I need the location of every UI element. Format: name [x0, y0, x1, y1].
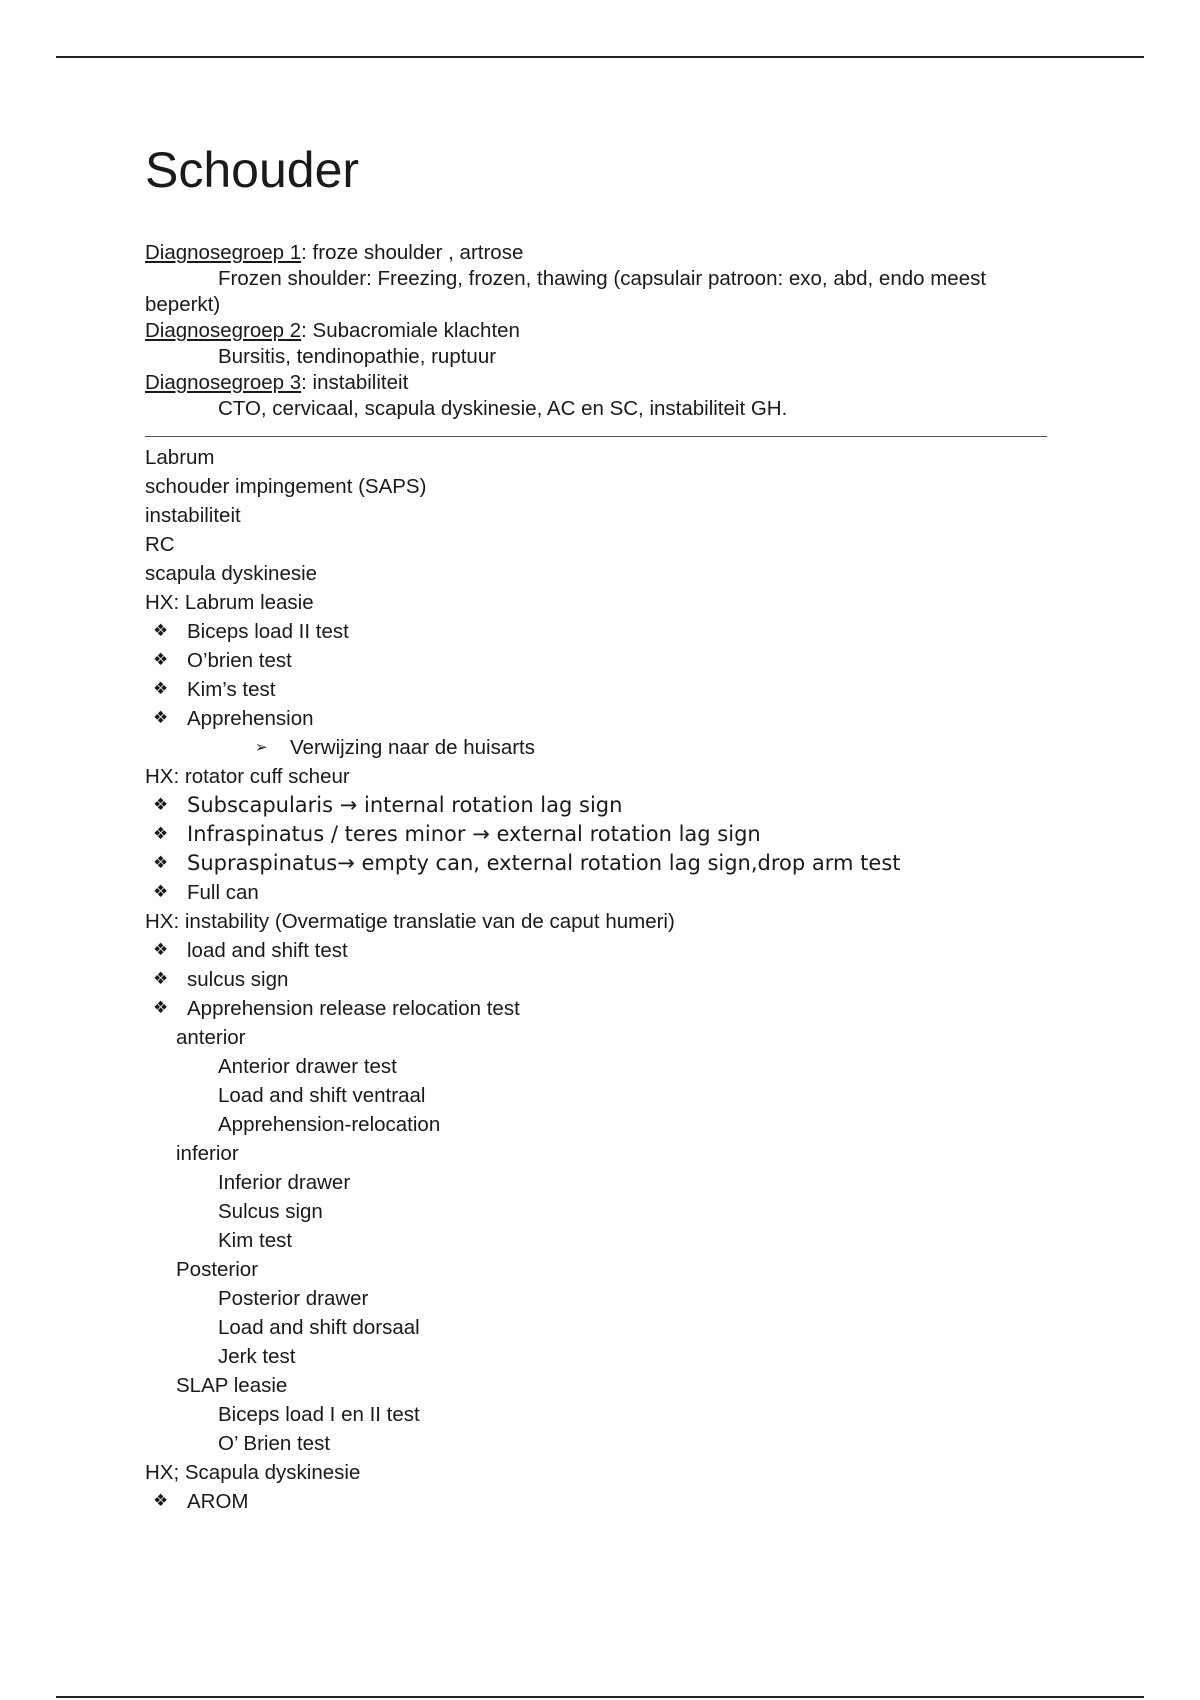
- list-item: ❖ load and shift test: [145, 936, 1055, 965]
- bullet-icon: ❖: [153, 969, 169, 989]
- list-item: Posterior drawer: [218, 1287, 369, 1310]
- topic-item: scapula dyskinesie: [145, 562, 318, 585]
- scapula-heading: HX; Scapula dyskinesie: [145, 1461, 361, 1484]
- bullet-icon: ❖: [153, 853, 169, 873]
- diagnosis-detail: Bursitis, tendinopathie, ruptuur: [218, 345, 497, 368]
- diagnosis-line: [145, 370, 1055, 396]
- list-item: ❖ Subscapularis → internal rotation lag sign: [145, 791, 1055, 820]
- document-body: [145, 140, 1055, 1516]
- list-item: ❖ Kim’s test: [145, 675, 1055, 704]
- list-item: Apprehension-relocation: [218, 1113, 441, 1136]
- list-item: Anterior drawer test: [218, 1055, 397, 1078]
- instability-group-label: Posterior: [176, 1258, 259, 1281]
- bullet-icon: ❖: [153, 824, 169, 844]
- diagnosis-detail: Frozen shoulder: Freezing, frozen, thawing (capsulair patroon: exo, abd, endo meest beperkt): [145, 267, 987, 316]
- list-item: Load and shift ventraal: [218, 1084, 426, 1107]
- diagnosis-text: : froze shoulder , artrose: [301, 241, 524, 264]
- topic-item: instabiliteit: [145, 504, 241, 527]
- rotator-cuff-heading: HX: rotator cuff scheur: [145, 765, 350, 788]
- footer-rule: [56, 1696, 1144, 1698]
- bullet-icon: ❖: [153, 1491, 169, 1511]
- diagnosis-text: : instabiliteit: [301, 371, 409, 394]
- list-item: ❖ AROM: [145, 1487, 1055, 1516]
- list-item: Inferior drawer: [218, 1171, 351, 1194]
- bullet-icon: ❖: [153, 708, 169, 728]
- list-item: ❖ Infraspinatus / teres minor → external rotation lag sign: [145, 820, 1055, 849]
- list-item: ➢ Verwijzing naar de huisarts: [145, 733, 1055, 762]
- instability-group-label: inferior: [176, 1142, 239, 1165]
- list-item: ❖ sulcus sign: [145, 965, 1055, 994]
- bullet-icon: ❖: [153, 679, 169, 699]
- bullet-icon: ❖: [153, 621, 169, 641]
- topic-item: schouder impingement (SAPS): [145, 475, 427, 498]
- arrow-bullet-icon: ➢: [255, 738, 268, 756]
- bullet-icon: ❖: [153, 998, 169, 1018]
- topic-item: Labrum: [145, 446, 215, 469]
- list-item: Load and shift dorsaal: [218, 1316, 420, 1339]
- list-item: ❖ Supraspinatus→ empty can, external rotation lag sign,drop arm test: [145, 849, 1055, 878]
- diagnosis-label: Diagnosegroep 2: [145, 319, 302, 342]
- list-item: Kim test: [218, 1229, 293, 1252]
- instability-heading: HX: instability (Overmatige translatie van de caput humeri): [145, 910, 675, 933]
- topic-item: RC: [145, 533, 175, 556]
- bullet-icon: ❖: [153, 650, 169, 670]
- header-rule: [56, 56, 1144, 58]
- bullet-icon: ❖: [153, 940, 169, 960]
- list-item: O’ Brien test: [218, 1432, 331, 1455]
- list-item: ❖ O’brien test: [145, 646, 1055, 675]
- list-item: ❖ Full can: [145, 878, 1055, 907]
- list-item: ❖ Biceps load II test: [145, 617, 1055, 646]
- list-item: ❖ Apprehension: [145, 704, 1055, 733]
- list-item: ❖ Apprehension release relocation test: [145, 994, 1055, 1023]
- diagnosis-line: [145, 318, 1055, 344]
- diagnosis-label: Diagnosegroep 1: [145, 241, 302, 264]
- diagnosis-text: : Subacromiale klachten: [301, 319, 520, 342]
- bullet-icon: ❖: [153, 795, 169, 815]
- list-item: Sulcus sign: [218, 1200, 323, 1223]
- page-title: Schouder: [145, 142, 360, 198]
- diagnosis-detail: CTO, cervicaal, scapula dyskinesie, AC en SC, instabiliteit GH.: [218, 397, 788, 420]
- instability-group-label: SLAP leasie: [176, 1374, 288, 1397]
- section-divider: [145, 436, 1047, 437]
- list-item: Jerk test: [218, 1345, 296, 1368]
- labrum-heading: HX: Labrum leasie: [145, 591, 314, 614]
- diagnosis-label: Diagnosegroep 3: [145, 371, 302, 394]
- diagnosis-line: [145, 240, 1055, 266]
- bullet-icon: ❖: [153, 882, 169, 902]
- list-item: Biceps load I en II test: [218, 1403, 420, 1426]
- instability-group-label: anterior: [176, 1026, 246, 1049]
